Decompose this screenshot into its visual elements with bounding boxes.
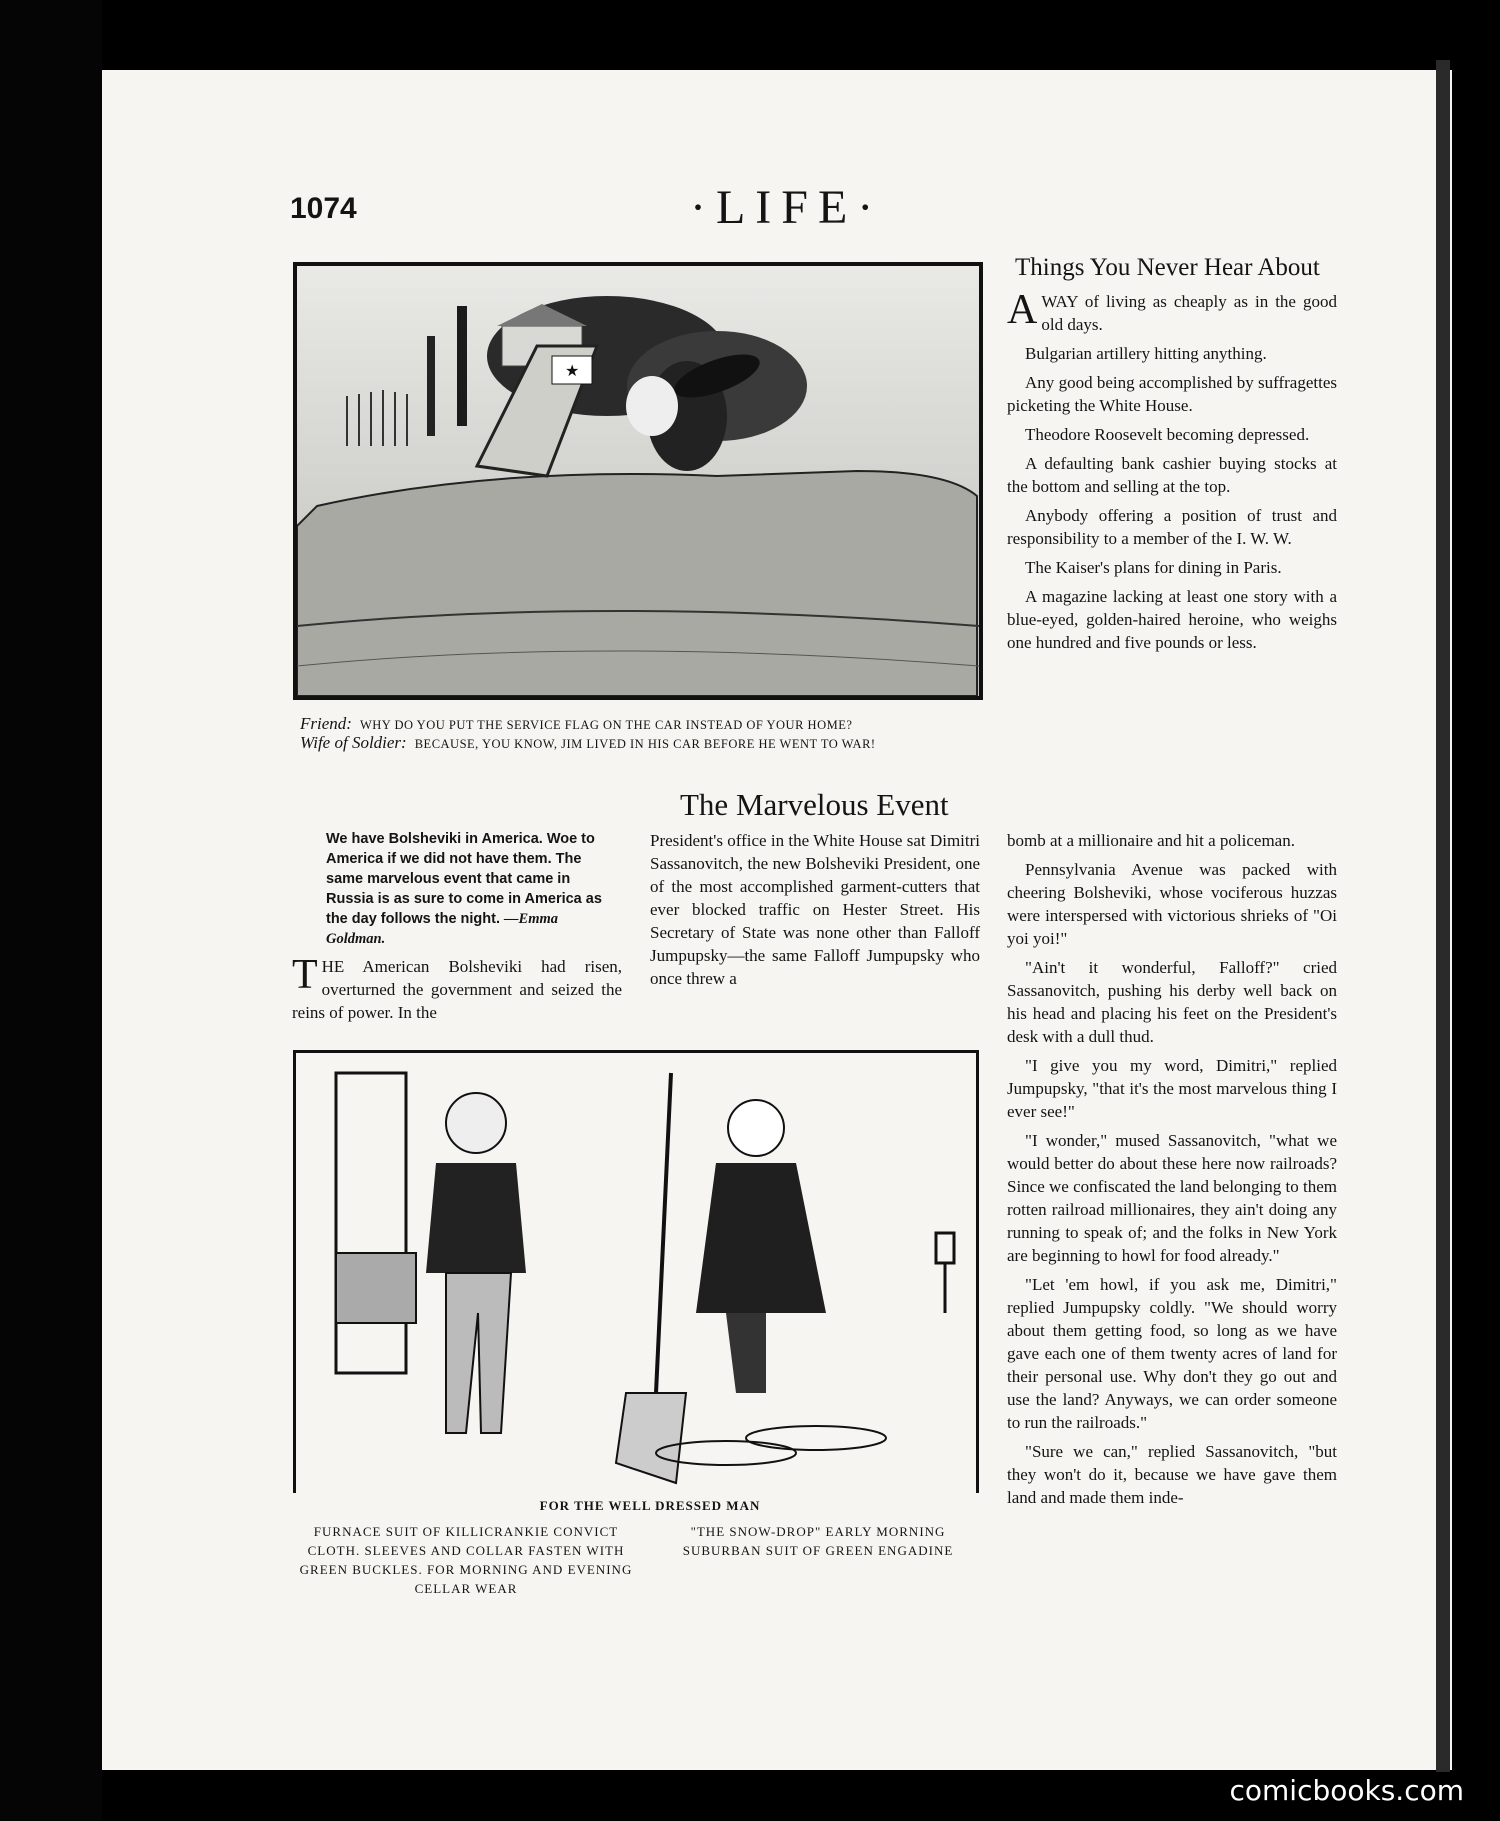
sidebar-item: Bulgarian artillery hitting anything.: [1025, 344, 1267, 363]
epigraph-text: We have Bolsheviki in America. Woe to America if we did not have them. The same marvelous event that came in Russia is as sure to come in America as the day follows the night.: [326, 831, 602, 927]
top-cartoon-caption: [300, 715, 980, 753]
sidebar-item: The Kaiser's plans for dining in Paris.: [1025, 558, 1282, 577]
fashion-drawing: [296, 1053, 976, 1493]
bottom-cartoon-right-caption: "THE SNOW-DROP" EARLY MORNING SUBURBAN SUIT OF GREEN ENGADINE: [682, 1524, 954, 1558]
car-illustration: [293, 262, 983, 700]
page-number: 1074: [290, 192, 357, 225]
bottom-cartoon-left-caption: FURNACE SUIT OF KILLICRANKIE CONVICT CLOTH. SLEEVES AND COLLAR FASTEN WITH GREEN BUCKLES. FOR MORNING AND EVENING CELLAR WEAR: [299, 1524, 633, 1596]
sidebar-item: A defaulting bank cashier buying stocks at the bottom and selling at the top.: [1007, 454, 1337, 496]
dropcap-a: A: [1007, 287, 1038, 333]
sidebar-list: [1007, 287, 1337, 660]
article-paragraph: "I wonder," mused Sassanovitch, "what we would better do about these here now railroads? Since we confiscated the land belonging to them rotten railroad millionaires, they ain't doing any running to speak of; and the folks in New York are beginning to howl for food already.": [1007, 1131, 1337, 1265]
bottom-cartoon-title: FOR THE WELL DRESSED MAN: [539, 1498, 761, 1513]
sidebar-item-text: WAY of living as cheaply as in the good old days.: [1041, 292, 1337, 334]
fashion-cartoon: [293, 1050, 979, 1493]
comicbooks-watermark: comicbooks.com: [1223, 1772, 1470, 1809]
sidebar-item: Theodore Roosevelt becoming depressed.: [1025, 425, 1310, 444]
article-column-1: [292, 952, 622, 1030]
sidebar-heading: Things You Never Hear About: [1015, 254, 1320, 281]
column-1-text: HE American Bolsheviki had risen, overturned the government and seized the reins of power. In the: [292, 957, 622, 1022]
caption-line-2: BECAUSE, YOU KNOW, JIM LIVED IN HIS CAR BEFORE HE WENT TO WAR!: [414, 737, 876, 751]
article-paragraph: Pennsylvania Avenue was packed with cheering Bolsheviki, whose vociferous huzzas were interspersed with victorious shrieks of "Oi yoi yoi!": [1007, 860, 1337, 948]
sidebar-item: [1007, 287, 1337, 336]
article-heading: The Marvelous Event: [680, 787, 949, 822]
sidebar-item: A magazine lacking at least one story with a blue-eyed, golden-haired heroine, who weighs one hundred and five pounds or less.: [1007, 587, 1337, 652]
article-paragraph: "Let 'em howl, if you ask me, Dimitri," replied Jumpupsky coldly. "We should worry about them getting food, so long as we have gave each one of them twenty acres of land for their personal use. Why don't they go out and use the land? Anyways, we can order someone to run the railroads.": [1007, 1275, 1337, 1432]
column-2-text: President's office in the White House sat Dimitri Sassanovitch, the new Bolsheviki President, one of the most accomplished garment-cutters that ever blocked traffic on Hester Street. His Secretary of State was none other than Falloff Jumpupsky—the same Falloff Jumpupsky who once threw a: [650, 831, 980, 988]
epigraph-author: —Emma Goldman.: [326, 911, 559, 947]
caption-line-1: WHY DO YOU PUT THE SERVICE FLAG ON THE CAR INSTEAD OF YOUR HOME?: [359, 718, 853, 732]
sidebar-item: Anybody offering a position of trust and responsibility to a member of the I. W. W.: [1007, 506, 1337, 548]
article-paragraph: "Ain't it wonderful, Falloff?" cried Sassanovitch, pushing his derby well back on his head and placing his feet on the President's desk with a dull thud.: [1007, 958, 1337, 1046]
svg-text:★: ★: [565, 363, 580, 380]
magazine-title: ·LIFE·: [690, 181, 884, 234]
article-column-3: [1007, 829, 1337, 1515]
dropcap-t: T: [292, 952, 318, 998]
scan-border-left: [0, 0, 102, 1821]
article-paragraph: bomb at a millionaire and hit a policeman.: [1007, 831, 1295, 850]
article-column-2: [650, 829, 980, 996]
sidebar-item: Any good being accomplished by suffragettes picketing the White House.: [1007, 373, 1337, 415]
caption-speaker-friend: Friend:: [300, 714, 352, 733]
car-drawing: [297, 266, 979, 696]
caption-row-2: [300, 734, 980, 753]
book-spine: [1436, 60, 1450, 1780]
epigraph: [326, 829, 604, 949]
caption-speaker-wife: Wife of Soldier:: [300, 733, 407, 752]
caption-row-1: [300, 715, 980, 734]
article-paragraph: "Sure we can," replied Sassanovitch, "but they won't do it, because we have gave them land and made them inde-: [1007, 1442, 1337, 1507]
article-paragraph: "I give you my word, Dimitri," replied Jumpupsky, "that it's the most marvelous thing I ever see!": [1007, 1056, 1337, 1121]
